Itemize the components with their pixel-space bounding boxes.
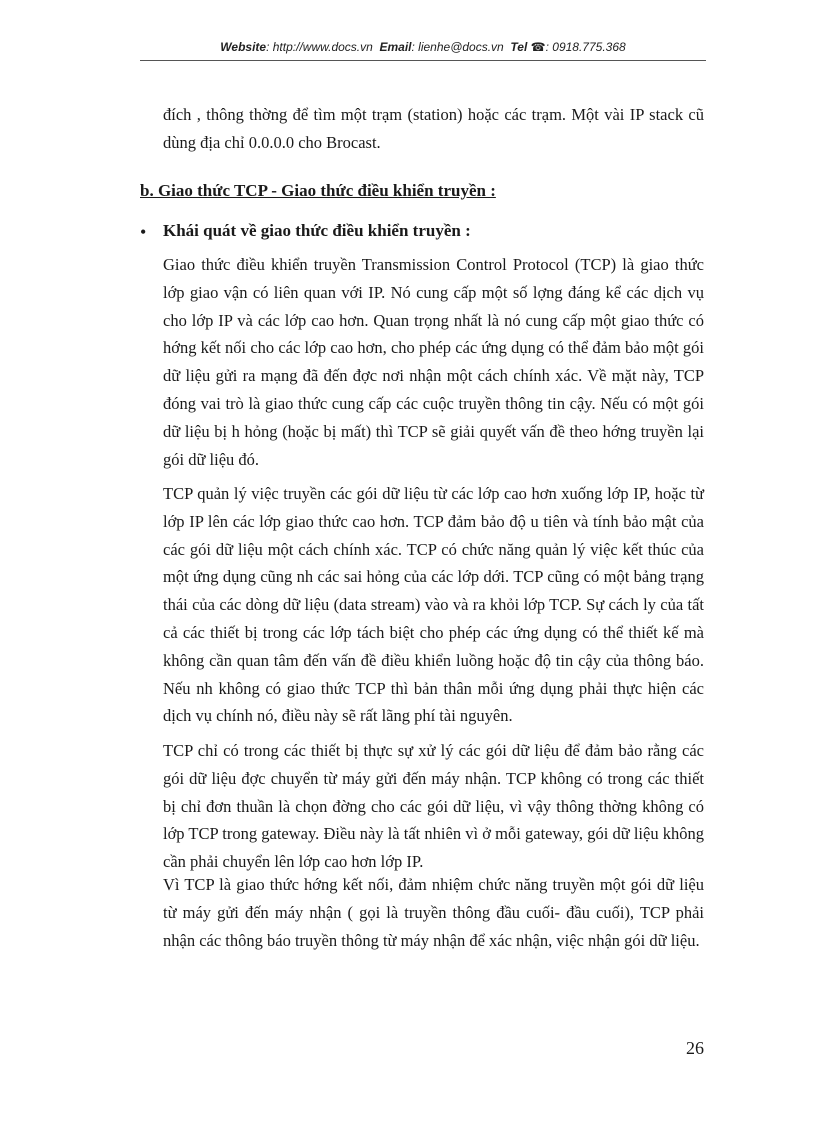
page-number: 26 — [686, 1038, 704, 1058]
email-label: Email — [379, 40, 412, 54]
website-value: : http://www.docs.vn — [266, 40, 373, 54]
intro-paragraph: đích , thông thờng để tìm một trạm (station) hoặc các trạm. Một vài IP stack cũ dùng địa chỉ 0.0.0.0 cho Brocast. — [163, 105, 704, 152]
paragraph-tcp-overview: Giao thức điều khiển truyền Transmission Control Protocol (TCP) là giao thức lớp giao vận có liên quan với IP. Nó cung cấp một số lợng đáng kể các dịch vụ cho lớp IP và các lớp cao hơn. Quan trọng nhất là nó cung cấp một giao thức có hớng kết nối cho các lớp cao hơn, cho phép các ứng dụng có thể đảm bảo một gói dữ liệu gửi ra mạng đã đến đợc nơi nhận một cách chính xác. Về mặt này, TCP đóng vai trò là giao thức cung cấp các cuộc truyền thông tin cậy. Nếu có một gói dữ liệu bị h hỏng (hoặc bị mất) thì TCP sẽ giải quyết vấn đề theo hớng truyền lại gói dữ liệu đó. — [163, 255, 704, 469]
phone-icon: ☎ — [530, 40, 546, 54]
bullet-icon: • — [140, 222, 147, 242]
section-heading: b. Giao thức TCP - Giao thức điều khiển truyền : — [140, 181, 496, 200]
header-divider — [140, 60, 706, 61]
paragraph-tcp-management: TCP quản lý việc truyền các gói dữ liệu từ các lớp cao hơn xuống lớp IP, hoặc từ lớp IP lên các lớp giao thức cao hơn. TCP đảm bảo độ u tiên và tính bảo mật của các gói dữ liệu một cách chính xác. TCP có chức năng quản lý việc kết thúc của một ứng dụng cũng nh các sai hỏng của các lớp dới. TCP cũng có một bảng trạng thái của các dòng dữ liệu (data stream) vào và ra khỏi lớp TCP. Sự cách ly của tất cả các thiết bị trong các lớp tách biệt cho phép các ứng dụng có thể thiết kế mà không cần quan tâm đến vấn đề điều khiển luồng hoặc độ tin cậy của thông báo. Nếu nh không có giao thức TCP thì bản thân mỗi ứng dụng phải thực hiện các dịch vụ chính nó, điều này sẽ rất lãng phí tài nguyên. — [163, 484, 704, 726]
page-header — [140, 40, 706, 54]
paragraph-tcp-connection: Vì TCP là giao thức hớng kết nối, đảm nhiệm chức năng truyền một gói dữ liệu từ máy gửi đến máy nhận ( gọi là truyền thông đầu cuối- đầu cuối), TCP phải nhận các thông báo truyền thông từ máy nhận để xác nhận, việc nhận gói dữ liệu. — [163, 875, 704, 950]
tel-label: Tel — [510, 40, 528, 54]
email-value: : lienhe@docs.vn — [411, 40, 504, 54]
subsection-heading: Khái quát về giao thức điều khiển truyền : — [163, 221, 471, 240]
tel-value: : 0918.775.368 — [545, 40, 626, 54]
website-label: Website — [220, 40, 267, 54]
paragraph-tcp-devices: TCP chỉ có trong các thiết bị thực sự xử lý các gói dữ liệu để đảm bảo rằng các gói dữ liệu đợc chuyển từ máy gửi đến máy nhận. TCP không có trong các thiết bị chỉ đơn thuần là chọn đờng cho các gói dữ liệu, vì vậy thông thờng không có lớp TCP trong gateway. Điều này là tất nhiên vì ở mỗi gateway, gói dữ liệu không cần phải chuyển lên lớp cao hơn lớp IP. — [163, 741, 704, 872]
